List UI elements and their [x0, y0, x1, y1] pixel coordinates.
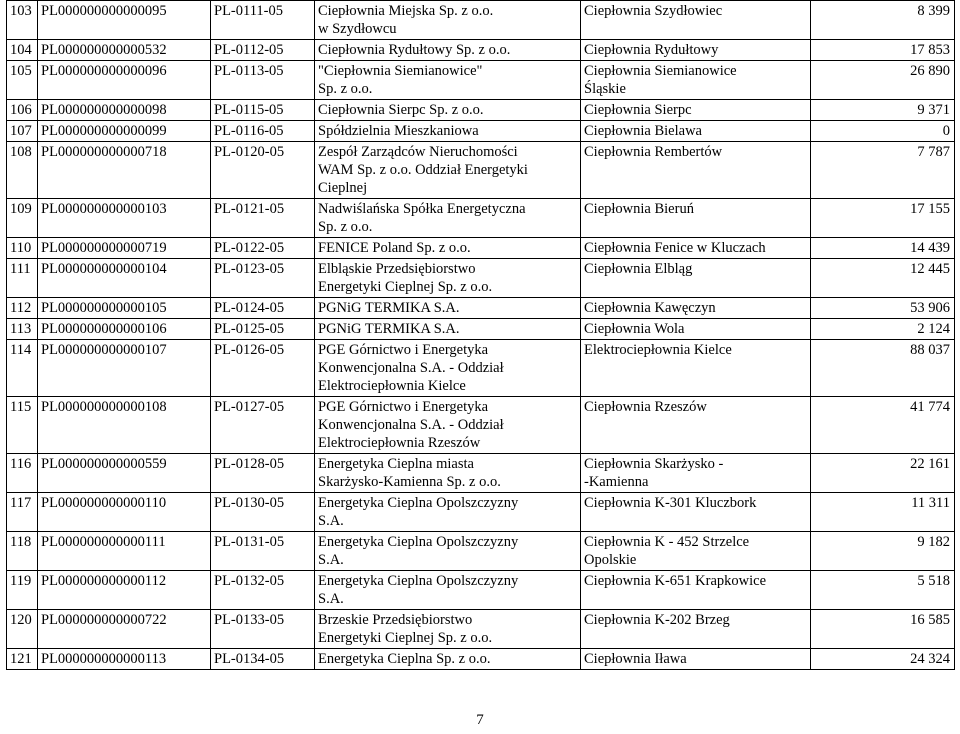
allocation-amount: 12 445	[811, 259, 955, 298]
row-number: 106	[7, 100, 38, 121]
installation-id: PL000000000000110	[38, 493, 211, 532]
allocation-amount: 26 890	[811, 61, 955, 100]
allocation-amount: 24 324	[811, 649, 955, 670]
plant-name: Ciepłownia Bieruń	[581, 199, 811, 238]
allocation-amount: 7 787	[811, 142, 955, 199]
operator-name: Brzeskie Przedsiębiorstwo Energetyki Cieplnej Sp. z o.o.	[315, 610, 581, 649]
table-row	[7, 1, 955, 40]
operator-name: Ciepłownia Rydułtowy Sp. z o.o.	[315, 40, 581, 61]
plant-name: Ciepłownia Bielawa	[581, 121, 811, 142]
table-row	[7, 61, 955, 100]
operator-name: PGE Górnictwo i Energetyka Konwencjonalna S.A. - Oddział Elektrociepłownia Rzeszów	[315, 397, 581, 454]
allocation-amount: 14 439	[811, 238, 955, 259]
row-number: 115	[7, 397, 38, 454]
permit-code: PL-0115-05	[211, 100, 315, 121]
operator-name: Ciepłownia Miejska Sp. z o.o. w Szydłowcu	[315, 1, 581, 40]
allocation-amount: 41 774	[811, 397, 955, 454]
table-row	[7, 493, 955, 532]
allocation-amount: 22 161	[811, 454, 955, 493]
installation-id: PL000000000000111	[38, 532, 211, 571]
row-number: 117	[7, 493, 38, 532]
installations-table	[6, 0, 955, 670]
plant-name: Ciepłownia Fenice w Kluczach	[581, 238, 811, 259]
installation-id: PL000000000000108	[38, 397, 211, 454]
operator-name: Energetyka Cieplna Sp. z o.o.	[315, 649, 581, 670]
table-body	[7, 1, 955, 670]
operator-name: Elbląskie Przedsiębiorstwo Energetyki Cieplnej Sp. z o.o.	[315, 259, 581, 298]
plant-name: Ciepłownia Skarżysko - -Kamienna	[581, 454, 811, 493]
table-row	[7, 238, 955, 259]
allocation-amount: 5 518	[811, 571, 955, 610]
table-row	[7, 100, 955, 121]
table-row	[7, 40, 955, 61]
installation-id: PL000000000000113	[38, 649, 211, 670]
plant-name: Ciepłownia Kawęczyn	[581, 298, 811, 319]
allocation-amount: 9 182	[811, 532, 955, 571]
row-number: 120	[7, 610, 38, 649]
row-number: 105	[7, 61, 38, 100]
installation-id: PL000000000000532	[38, 40, 211, 61]
row-number: 109	[7, 199, 38, 238]
installation-id: PL000000000000559	[38, 454, 211, 493]
operator-name: Energetyka Cieplna Opolszczyzny S.A.	[315, 493, 581, 532]
permit-code: PL-0133-05	[211, 610, 315, 649]
plant-name: Ciepłownia K-301 Kluczbork	[581, 493, 811, 532]
operator-name: Energetyka Cieplna Opolszczyzny S.A.	[315, 532, 581, 571]
page-number: 7	[476, 712, 484, 728]
row-number: 118	[7, 532, 38, 571]
installation-id: PL000000000000096	[38, 61, 211, 100]
row-number: 114	[7, 340, 38, 397]
permit-code: PL-0124-05	[211, 298, 315, 319]
permit-code: PL-0121-05	[211, 199, 315, 238]
operator-name: PGNiG TERMIKA S.A.	[315, 319, 581, 340]
permit-code: PL-0131-05	[211, 532, 315, 571]
plant-name: Ciepłownia Siemianowice Śląskie	[581, 61, 811, 100]
table-row	[7, 649, 955, 670]
allocation-amount: 16 585	[811, 610, 955, 649]
installation-id: PL000000000000107	[38, 340, 211, 397]
installation-id: PL000000000000103	[38, 199, 211, 238]
table-row	[7, 199, 955, 238]
installation-id: PL000000000000112	[38, 571, 211, 610]
table-row	[7, 454, 955, 493]
allocation-amount: 8 399	[811, 1, 955, 40]
operator-name: Spółdzielnia Mieszkaniowa	[315, 121, 581, 142]
permit-code: PL-0132-05	[211, 571, 315, 610]
installation-id: PL000000000000106	[38, 319, 211, 340]
operator-name: Energetyka Cieplna Opolszczyzny S.A.	[315, 571, 581, 610]
plant-name: Ciepłownia Elbląg	[581, 259, 811, 298]
plant-name: Elektrociepłownia Kielce	[581, 340, 811, 397]
permit-code: PL-0134-05	[211, 649, 315, 670]
allocation-amount: 17 853	[811, 40, 955, 61]
row-number: 113	[7, 319, 38, 340]
table-row	[7, 298, 955, 319]
permit-code: PL-0120-05	[211, 142, 315, 199]
row-number: 103	[7, 1, 38, 40]
allocation-amount: 0	[811, 121, 955, 142]
row-number: 108	[7, 142, 38, 199]
row-number: 112	[7, 298, 38, 319]
allocation-amount: 11 311	[811, 493, 955, 532]
installation-id: PL000000000000722	[38, 610, 211, 649]
allocation-amount: 17 155	[811, 199, 955, 238]
permit-code: PL-0128-05	[211, 454, 315, 493]
permit-code: PL-0126-05	[211, 340, 315, 397]
plant-name: Ciepłownia Rembertów	[581, 142, 811, 199]
plant-name: Ciepłownia K-202 Brzeg	[581, 610, 811, 649]
installation-id: PL000000000000105	[38, 298, 211, 319]
table-row	[7, 319, 955, 340]
allocation-amount: 9 371	[811, 100, 955, 121]
operator-name: Ciepłownia Sierpc Sp. z o.o.	[315, 100, 581, 121]
permit-code: PL-0113-05	[211, 61, 315, 100]
operator-name: PGNiG TERMIKA S.A.	[315, 298, 581, 319]
allocation-amount: 88 037	[811, 340, 955, 397]
row-number: 104	[7, 40, 38, 61]
allocation-amount: 53 906	[811, 298, 955, 319]
table-row	[7, 340, 955, 397]
operator-name: FENICE Poland Sp. z o.o.	[315, 238, 581, 259]
row-number: 121	[7, 649, 38, 670]
installation-id: PL000000000000098	[38, 100, 211, 121]
permit-code: PL-0123-05	[211, 259, 315, 298]
installation-id: PL000000000000719	[38, 238, 211, 259]
installation-id: PL000000000000095	[38, 1, 211, 40]
allocation-amount: 2 124	[811, 319, 955, 340]
operator-name: PGE Górnictwo i Energetyka Konwencjonalna S.A. - Oddział Elektrociepłownia Kielce	[315, 340, 581, 397]
operator-name: Zespół Zarządców Nieruchomości WAM Sp. z o.o. Oddział Energetyki Cieplnej	[315, 142, 581, 199]
permit-code: PL-0112-05	[211, 40, 315, 61]
plant-name: Ciepłownia Iława	[581, 649, 811, 670]
operator-name: Nadwiślańska Spółka Energetyczna Sp. z o.o.	[315, 199, 581, 238]
row-number: 116	[7, 454, 38, 493]
installation-id: PL000000000000104	[38, 259, 211, 298]
permit-code: PL-0111-05	[211, 1, 315, 40]
permit-code: PL-0122-05	[211, 238, 315, 259]
plant-name: Ciepłownia Sierpc	[581, 100, 811, 121]
table-row	[7, 121, 955, 142]
plant-name: Ciepłownia Rzeszów	[581, 397, 811, 454]
operator-name: "Ciepłownia Siemianowice" Sp. z o.o.	[315, 61, 581, 100]
table-row	[7, 532, 955, 571]
plant-name: Ciepłownia Szydłowiec	[581, 1, 811, 40]
permit-code: PL-0127-05	[211, 397, 315, 454]
plant-name: Ciepłownia Rydułtowy	[581, 40, 811, 61]
table-row	[7, 610, 955, 649]
row-number: 111	[7, 259, 38, 298]
plant-name: Ciepłownia Wola	[581, 319, 811, 340]
row-number: 110	[7, 238, 38, 259]
plant-name: Ciepłownia K - 452 Strzelce Opolskie	[581, 532, 811, 571]
plant-name: Ciepłownia K-651 Krapkowice	[581, 571, 811, 610]
permit-code: PL-0125-05	[211, 319, 315, 340]
installation-id: PL000000000000099	[38, 121, 211, 142]
installation-id: PL000000000000718	[38, 142, 211, 199]
row-number: 107	[7, 121, 38, 142]
row-number: 119	[7, 571, 38, 610]
permit-code: PL-0116-05	[211, 121, 315, 142]
table-row	[7, 142, 955, 199]
permit-code: PL-0130-05	[211, 493, 315, 532]
table-row	[7, 259, 955, 298]
operator-name: Energetyka Cieplna miasta Skarżysko-Kamienna Sp. z o.o.	[315, 454, 581, 493]
table-row	[7, 571, 955, 610]
table-row	[7, 397, 955, 454]
